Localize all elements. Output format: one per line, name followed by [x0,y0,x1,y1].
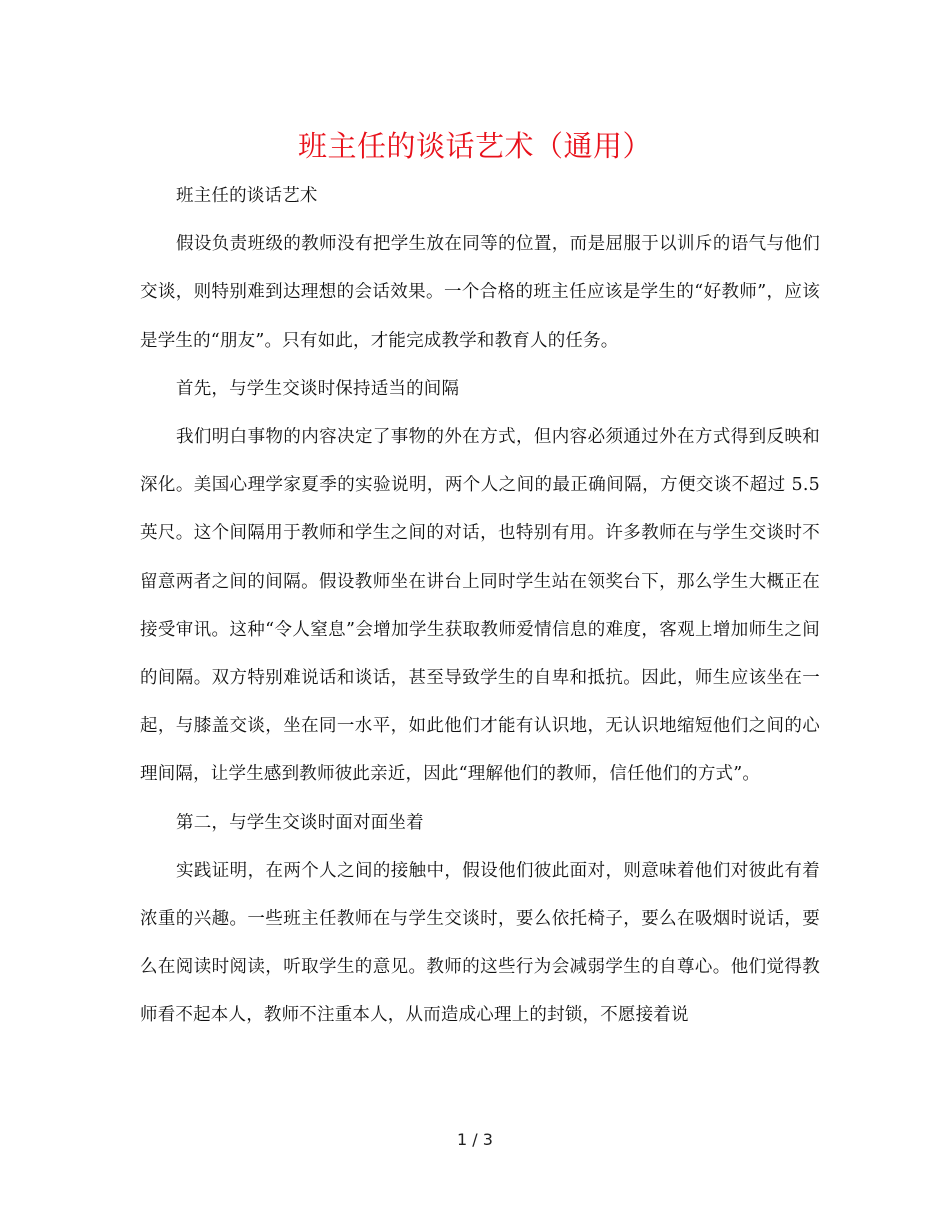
document-title: 班主任的谈话艺术（通用） [297,129,652,163]
document-body [140,172,820,1040]
section-heading-first: 首先，与学生交谈时保持适当的间隔 [176,378,460,399]
paragraph-face-to-face: 实践证明，在两个人之间的接触中，假设他们彼此面对，则意味着他们对彼此有着浓重的兴趣。一些班主任教师在与学生交谈时，要么依托椅子，要么在吸烟时说话，要么在阅读时阅读，听取学生的意见。教师的这些行为会减弱学生的自尊心。他们觉得教师看不起本人，教师不注重本人，从而造成心理上的封锁，不愿接着说 [140,860,820,1026]
section-heading-second: 第二，与学生交谈时面对面坐着 [176,812,424,833]
paragraph-subtitle: 班主任的谈话艺术 [176,186,318,206]
paragraph-distance: 我们明白事物的内容决定了事物的外在方式，但内容必须通过外在方式得到反映和深化。美国心理学家夏季的实验说明，两个人之间的最正确间隔，方便交谈不超过 5.5 英尺。这个间隔用于教师和学生之间的对话，也特别有用。许多教师在与学生交谈时不留意两者之间的间隔。假设教师坐在讲台上同时学生站在领奖台下，那么学生大概正在接受审讯。这种“令人窒息”会增加学生获取教师爱情信息的难度，客观上增加师生之间的间隔。双方特别难说话和谈话，甚至导致学生的自卑和抵抗。因此，师生应该坐在一起，与膝盖交谈，坐在同一水平，如此他们才能有认识地，无认识地缩短他们之间的心理间隔，让学生感到教师彼此亲近，因此“理解他们的教师，信任他们的方式”。 [140,427,820,785]
page-number: 1 / 3 [457,1130,493,1149]
paragraph-intro: 假设负责班级的教师没有把学生放在同等的位置，而是屈服于以训斥的语气与他们交谈，则特别难到达理想的会话效果。一个合格的班主任应该是学生的“好教师”，应该是学生的“朋友”。只有如此，才能完成教学和教育人的任务。 [140,234,820,351]
